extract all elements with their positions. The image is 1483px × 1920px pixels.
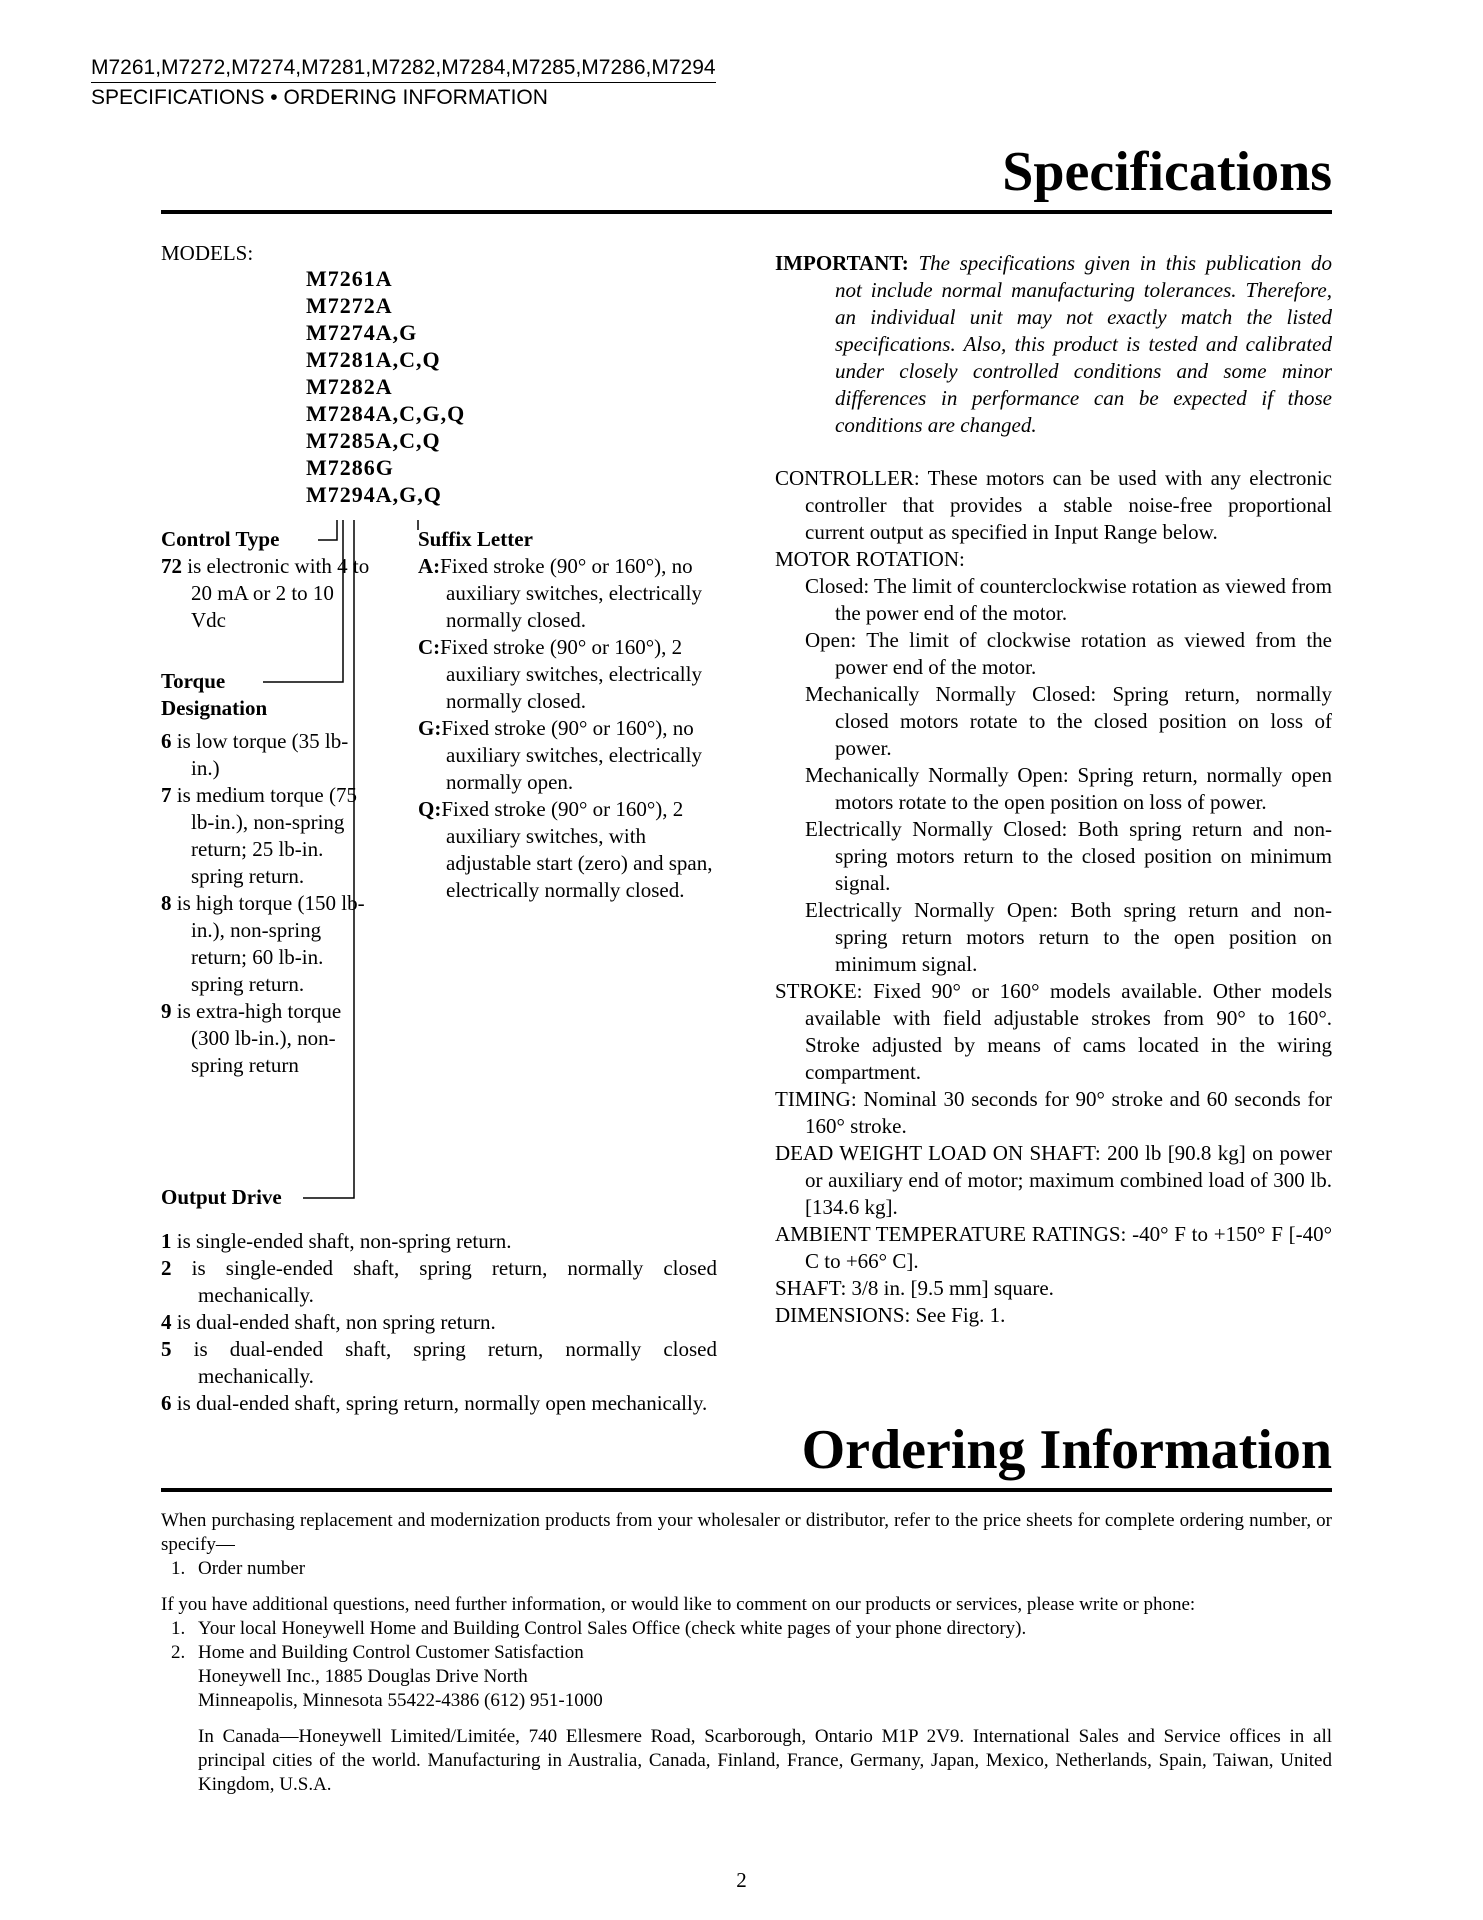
important-label: IMPORTANT: xyxy=(775,251,909,275)
shaft-spec: SHAFT: 3/8 in. [9.5 mm] square. xyxy=(775,1276,1054,1300)
contact-item xyxy=(190,1641,1332,1713)
torque-item: 6 is low torque (35 lb-in.) xyxy=(161,729,349,780)
suffix-item: C:Fixed stroke (90° or 160°), 2 auxiliary switches, electrically normally closed. xyxy=(418,635,702,713)
motor-rotation-item: Open: The limit of clockwise rotation as viewed from the power end of the motor. xyxy=(805,628,1332,679)
timing-spec: TIMING: Nominal 30 seconds for 90° stroke and 60 seconds for 160° stroke. xyxy=(775,1087,1332,1138)
control-type-heading: Control Type xyxy=(161,527,280,551)
contact-line: 2. Home and Building Control Customer Satisfaction xyxy=(198,1642,584,1663)
models-label: MODELS: xyxy=(161,241,254,265)
output-drive-heading: Output Drive xyxy=(161,1185,282,1209)
motor-rotation-item: Electrically Normally Open: Both spring return and non-spring return motors return to the open position on minimum signal. xyxy=(805,898,1332,976)
torque-heading: Torque xyxy=(161,669,226,693)
stroke-spec: STROKE: Fixed 90° or 160° models available. Other models available with field adjustable strokes from 90° to 160°. Stroke adjusted by means of cams located in the wiring compartment. xyxy=(775,979,1332,1084)
ordering-section xyxy=(161,1509,1332,1797)
torque-section xyxy=(161,668,371,1079)
controller-spec: CONTROLLER: These motors can be used with any electronic controller that provides a stable noise-free proportional current output as specified in Input Range below. xyxy=(775,466,1332,544)
motor-rotation-item: Electrically Normally Closed: Both spring return and non-spring motors return to the closed position on minimum signal. xyxy=(805,817,1332,895)
specifications-title: Specifications xyxy=(1002,141,1332,203)
spec-details xyxy=(775,465,1332,1329)
dimensions-spec: DIMENSIONS: See Fig. 1. xyxy=(775,1303,1006,1327)
contact-item: 1. Your local Honeywell Home and Building Control Sales Office (check white pages of your phone directory). xyxy=(190,1617,1332,1641)
output-drive-item: 6 is dual-ended shaft, spring return, normally open mechanically. xyxy=(161,1391,708,1415)
control-type-section xyxy=(161,526,371,634)
model-item: M7294A,G,Q xyxy=(306,482,442,507)
suffix-item: A:Fixed stroke (90° or 160°), no auxiliary switches, electrically normally closed. xyxy=(418,554,702,632)
ordering-questions: If you have additional questions, need further information, or would like to comment on our products or services, please write or phone: xyxy=(161,1594,1196,1615)
torque-item: 9 is extra-high torque (300 lb-in.), non-spring return xyxy=(161,999,342,1077)
torque-item: 8 is high torque (150 lb-in.), non-spring return; 60 lb-in. spring return. xyxy=(161,891,365,996)
important-note xyxy=(775,250,1332,439)
model-item: M7285A,C,Q xyxy=(306,428,441,453)
ordering-intro: When purchasing replacement and modernization products from your wholesaler or distributor, refer to the price sheets for complete ordering number, or specify— xyxy=(161,1510,1332,1555)
canada-info: In Canada—Honeywell Limited/Limitée, 740 Ellesmere Road, Scarborough, Ontario M1P 2V9. International Sales and Service offices in all principal cities of the world. Manufacturing in Australia, Canada, Finland, France, Germany, Japan, Mexico, Netherlands, Spain, Taiwan, United Kingdom, U.S.A. xyxy=(198,1726,1332,1795)
model-item: M7274A,G xyxy=(306,320,418,345)
model-item: M7261A xyxy=(306,266,393,291)
model-item: M7284A,C,G,Q xyxy=(306,401,466,426)
torque-item: 7 is medium torque (75 lb-in.), non-spring return; 25 lb-in. spring return. xyxy=(161,783,357,888)
suffix-heading: Suffix Letter xyxy=(418,527,533,551)
header-model-list: M7261,M7272,M7274,M7281,M7282,M7284,M7285,M7286,M7294 xyxy=(91,55,716,83)
important-text: The specifications given in this publication do not include normal manufacturing tolerances. Therefore, an individual unit may not exactly match the listed specifications. Also, this product is tested and calibrated under closely controlled conditions and some minor differences in performance can be expected if those conditions are changed. xyxy=(835,251,1333,437)
suffix-item: Q:Fixed stroke (90° or 160°), 2 auxiliary switches, with adjustable start (zero) and span, electrically normally closed. xyxy=(418,797,713,902)
control-type-item: 72 is electronic with 4 to 20 mA or 2 to 10 Vdc xyxy=(161,554,370,632)
model-item: M7282A xyxy=(306,374,393,399)
suffix-item: G:Fixed stroke (90° or 160°), no auxiliary switches, electrically normally open. xyxy=(418,716,702,794)
dead-weight-spec: DEAD WEIGHT LOAD ON SHAFT: 200 lb [90.8 kg] on power or auxiliary end of motor; maximum combined load of 300 lb. [134.6 kg]. xyxy=(775,1141,1332,1219)
model-item: M7272A xyxy=(306,293,393,318)
model-item: M7286G xyxy=(306,455,394,480)
model-item: M7281A,C,Q xyxy=(306,347,441,372)
contact-line: Minneapolis, Minnesota 55422-4386 (612) 951-1000 xyxy=(198,1690,603,1711)
header-subtitle: SPECIFICATIONS • ORDERING INFORMATION xyxy=(91,86,548,109)
torque-heading-2: Designation xyxy=(161,696,268,720)
motor-rotation-item: Mechanically Normally Open: Spring return, normally open motors rotate to the open position on loss of power. xyxy=(805,763,1332,814)
motor-rotation-heading: MOTOR ROTATION: xyxy=(775,547,965,571)
output-drive-item: 1 is single-ended shaft, non-spring return. xyxy=(161,1229,512,1253)
ambient-temp-spec: AMBIENT TEMPERATURE RATINGS: -40° F to +150° F [-40° C to +66° C]. xyxy=(775,1222,1332,1273)
page-number: 2 xyxy=(736,1868,747,1892)
output-drive-list xyxy=(161,1228,717,1417)
motor-rotation-item: Mechanically Normally Closed: Spring return, normally closed motors rotate to the closed position on loss of power. xyxy=(805,682,1332,760)
contact-line: Honeywell Inc., 1885 Douglas Drive North xyxy=(198,1666,528,1687)
output-drive-item: 2 is single-ended shaft, spring return, normally closed mechanically. xyxy=(161,1256,717,1307)
output-drive-item: 5 is dual-ended shaft, spring return, normally closed mechanically. xyxy=(161,1337,717,1388)
output-drive-item: 4 is dual-ended shaft, non spring return. xyxy=(161,1310,496,1334)
contact-list xyxy=(161,1617,1332,1713)
ordering-title: Ordering Information xyxy=(801,1419,1332,1481)
motor-rotation-item: Closed: The limit of counterclockwise rotation as viewed from the power end of the motor. xyxy=(805,574,1332,625)
order-list xyxy=(161,1557,1332,1581)
ordering-rule xyxy=(161,1488,1332,1492)
suffix-section xyxy=(418,526,718,904)
order-item: 1. Order number xyxy=(190,1557,1332,1581)
